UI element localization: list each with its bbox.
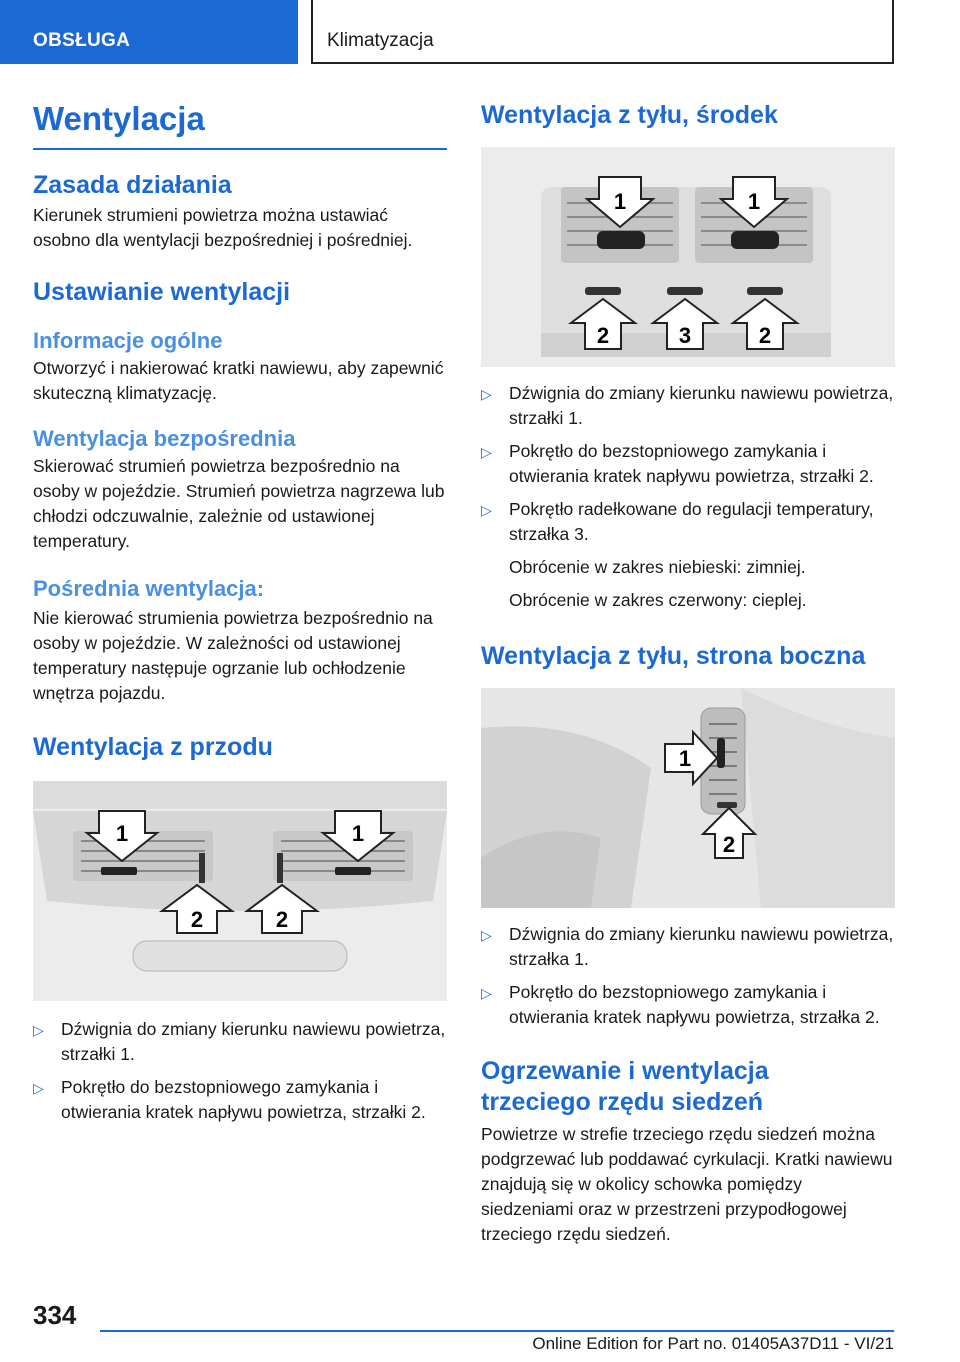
page-title: Wentylacja <box>33 100 447 150</box>
para-zasada: Kierunek strumieni powietrza można ustawiać osobno dla wentylacji bezpośredniej i pośredniej. <box>33 205 413 250</box>
figure-rear-side-vent <box>481 688 895 908</box>
heading-posrednia: Pośrednia wentylacja: <box>33 576 265 601</box>
front-vents-illustration <box>33 781 447 1001</box>
triangle-right-icon: ▷ <box>481 386 492 402</box>
triangle-right-icon: ▷ <box>481 927 492 943</box>
para-trzeci-rzad: Powietrze w strefie trzeciego rzędu siedzeń można podgrzewać lub poddawać cyrkulacji. Kratki nawiewu znajdują się w okolicy schowka pomiędzy siedzeniami oraz w przestrzeni przypodłogowej trzeciego rzędu siedzeń. <box>481 1124 893 1244</box>
section-label: OBSŁUGA <box>33 30 131 51</box>
triangle-right-icon: ▷ <box>481 502 492 518</box>
figure-front-vents <box>33 781 447 1001</box>
heading-przod: Wentylacja z przodu <box>33 733 273 761</box>
rear-center-list <box>481 381 895 547</box>
center-label-1b: 1 <box>747 189 761 214</box>
triangle-right-icon: ▷ <box>481 985 492 1001</box>
front-label-2b: 2 <box>275 907 289 932</box>
triangle-right-icon: ▷ <box>33 1022 44 1038</box>
heading-zasada: Zasada działania <box>33 171 232 199</box>
side-label-1: 1 <box>678 746 692 771</box>
triangle-right-icon: ▷ <box>481 444 492 460</box>
center-label-3: 3 <box>678 323 692 348</box>
rear-side-illustration <box>481 688 895 908</box>
front-vents-list <box>33 1017 447 1125</box>
front-label-2a: 2 <box>190 907 204 932</box>
edition-text: Online Edition for Part no. 01405A37D11 - VI/21 <box>532 1334 894 1353</box>
center-label-1a: 1 <box>613 189 627 214</box>
note-blue: Obrócenie w zakres niebieski: zimniej. <box>509 557 806 577</box>
para-info: Otworzyć i nakierować kratki nawiewu, aby zapewnić skuteczną klimatyzację. <box>33 358 444 403</box>
para-posrednia: Nie kierować strumienia powietrza bezpośrednio na osoby w pojeździe. W zależności od ustawionej temperatury następuje ogrzanie lub ochłodzenie wnętrza pojazdu. <box>33 608 433 703</box>
list-item: ▷ Dźwignia do zmiany kierunku nawiewu powietrza, strzałki 1. <box>33 1019 446 1064</box>
front-label-1b: 1 <box>351 821 365 846</box>
section-tab <box>0 0 298 64</box>
rear-side-list <box>481 922 895 1030</box>
side-label-2: 2 <box>722 832 736 857</box>
center-label-2b: 2 <box>758 323 772 348</box>
footer-divider <box>100 1330 894 1332</box>
list-item: ▷ Pokrętło radełkowane do regulacji temperatury, strzałka 3. <box>481 499 874 544</box>
figure-rear-center-vents <box>481 147 895 367</box>
chapter-label: Klimatyzacja <box>327 30 434 51</box>
heading-ustawianie: Ustawianie wentylacji <box>33 278 291 306</box>
heading-srodek: Wentylacja z tyłu, środek <box>481 101 778 129</box>
list-item: ▷ Pokrętło do bezstopniowego zamykania i otwierania kratek napływu powietrza, strzałka 2. <box>481 982 880 1027</box>
page-number: 334 <box>33 1300 77 1330</box>
para-bezposrednia: Skierować strumień powietrza bezpośrednio na osoby w pojeździe. Strumień powietrza nagrzewa lub chłodzi odczuwalnie, zależnie od ustawionej temperatury. <box>33 456 445 551</box>
center-label-2a: 2 <box>596 323 610 348</box>
list-item: ▷ Pokrętło do bezstopniowego zamykania i otwierania kratek napływu powietrza, strzałki 2. <box>33 1077 426 1122</box>
heading-boczna: Wentylacja z tyłu, strona boczna <box>481 642 866 670</box>
right-column <box>481 100 895 1247</box>
list-item: ▷ Dźwignia do zmiany kierunku nawiewu powietrza, strzałka 1. <box>481 924 894 969</box>
triangle-right-icon: ▷ <box>33 1080 44 1096</box>
rear-center-illustration <box>481 147 895 367</box>
list-item: ▷ Pokrętło do bezstopniowego zamykania i otwierania kratek napływu powietrza, strzałki 2. <box>481 441 874 486</box>
note-red: Obrócenie w zakres czerwony: cieplej. <box>509 590 807 610</box>
front-label-1a: 1 <box>115 821 129 846</box>
list-item: ▷ Dźwignia do zmiany kierunku nawiewu powietrza, strzałki 1. <box>481 383 894 428</box>
chapter-header <box>311 0 894 64</box>
left-column <box>33 100 447 1125</box>
heading-bezposrednia: Wentylacja bezpośrednia <box>33 426 296 451</box>
heading-trzeci-rzad: Ogrzewanie i wentylacja trzeciego rzędu siedzeń <box>481 1057 769 1116</box>
heading-info: Informacje ogólne <box>33 328 223 353</box>
